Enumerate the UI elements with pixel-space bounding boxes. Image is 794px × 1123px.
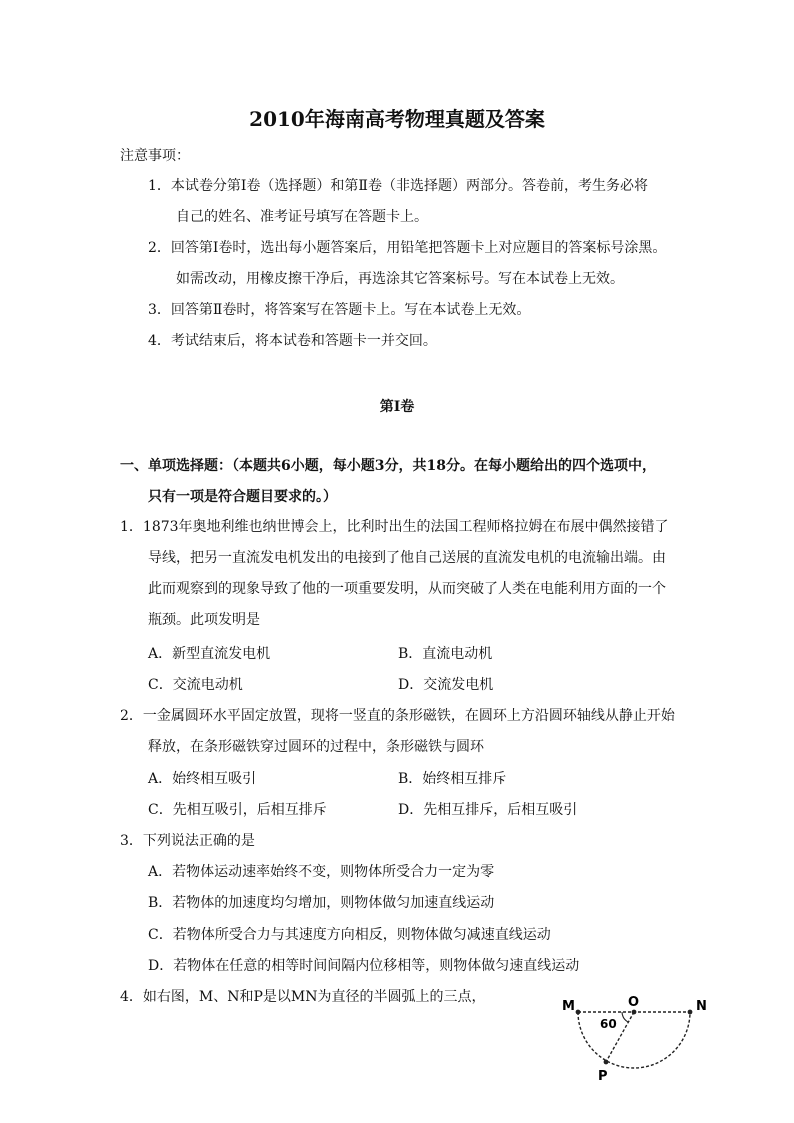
q3-option-a: A．若物体运动速率始终不变，则物体所受合力一定为零 xyxy=(148,864,495,880)
q1-option-d: D．交流发电机 xyxy=(398,677,494,693)
label-angle: 60 xyxy=(600,1017,617,1031)
q2-option-d: D．先相互排斥，后相互吸引 xyxy=(398,802,578,818)
q2-option-c: C．先相互吸引，后相互排斥 xyxy=(148,802,327,818)
q1-stem: 导线，把另一直流发电机发出的电接到了他自己送展的直流发电机的电流输出端。由 xyxy=(148,550,666,566)
q2-option-a: A．始终相互吸引 xyxy=(148,771,257,787)
point-n xyxy=(688,1010,693,1015)
q1-stem: 1．1873年奥地利维也纳世博会上，比利时出生的法国工程师格拉姆在布展中偶然接错了 xyxy=(120,519,669,535)
section-heading: 一、单项选择题：（本题共6小题，每小题3分，共18分。在每小题给出的四个选项中， xyxy=(120,458,656,474)
notice-item: 如需改动，用橡皮擦干净后，再选涂其它答案标号。写在本试卷上无效。 xyxy=(176,271,624,287)
q3-option-b: B．若物体的加速度均匀增加，则物体做匀加速直线运动 xyxy=(148,895,495,911)
q3-option-d: D．若物体在任意的相等时间间隔内位移相等，则物体做匀速直线运动 xyxy=(148,958,580,974)
notice-item: 1．本试卷分第Ⅰ卷（选择题）和第Ⅱ卷（非选择题）两部分。答卷前，考生务必将 xyxy=(148,178,648,194)
point-p xyxy=(604,1060,609,1065)
q1-stem: 此而观察到的现象导致了他的一项重要发明，从而突破了人类在电能利用方面的一个 xyxy=(148,581,666,597)
notice-heading: 注意事项： xyxy=(120,148,190,164)
notice-item: 2．回答第Ⅰ卷时，选出每小题答案后，用铅笔把答题卡上对应题目的答案标号涂黑。 xyxy=(148,240,667,256)
q2-option-b: B．始终相互排斥 xyxy=(398,771,507,787)
section-heading-cont: 只有一项是符合题目要求的。） xyxy=(148,489,337,505)
q2-stem: 释放，在条形磁铁穿过圆环的过程中，条形磁铁与圆环 xyxy=(148,739,484,755)
q3-stem: 3．下列说法正确的是 xyxy=(120,833,255,849)
q1-option-a: A．新型直流发电机 xyxy=(148,646,271,662)
q4-stem: 4．如右图，M、N和P是以MN为直径的半圆弧上的三点， xyxy=(120,989,486,1005)
q2-stem: 2．一金属圆环水平固定放置，现将一竖直的条形磁铁，在圆环上方沿圆环轴线从静止开始 xyxy=(120,708,675,724)
semicircle-arc xyxy=(578,1012,690,1068)
label-m: M xyxy=(562,999,575,1014)
label-o: O xyxy=(628,996,640,1010)
point-o xyxy=(632,1010,637,1015)
notice-item: 自己的姓名、准考证号填写在答题卡上。 xyxy=(176,209,428,225)
q3-option-c: C．若物体所受合力与其速度方向相反，则物体做匀减速直线运动 xyxy=(148,927,551,943)
q1-option-b: B．直流电动机 xyxy=(398,646,493,662)
label-p: P xyxy=(598,1069,608,1084)
angle-arc xyxy=(622,1012,628,1022)
semicircle-figure xyxy=(556,996,726,1088)
notice-item: 3．回答第Ⅱ卷时，将答案写在答题卡上。写在本试卷上无效。 xyxy=(148,302,531,318)
page-title: 2010年海南高考物理真题及答案 xyxy=(249,107,545,131)
q1-stem: 瓶颈。此项发明是 xyxy=(148,612,260,628)
notice-item: 4．考试结束后，将本试卷和答题卡一并交回。 xyxy=(148,333,437,349)
label-n: N xyxy=(696,999,707,1014)
q1-option-c: C．交流电动机 xyxy=(148,677,243,693)
point-m xyxy=(576,1010,581,1015)
part-title: 第Ⅰ卷 xyxy=(379,399,415,415)
